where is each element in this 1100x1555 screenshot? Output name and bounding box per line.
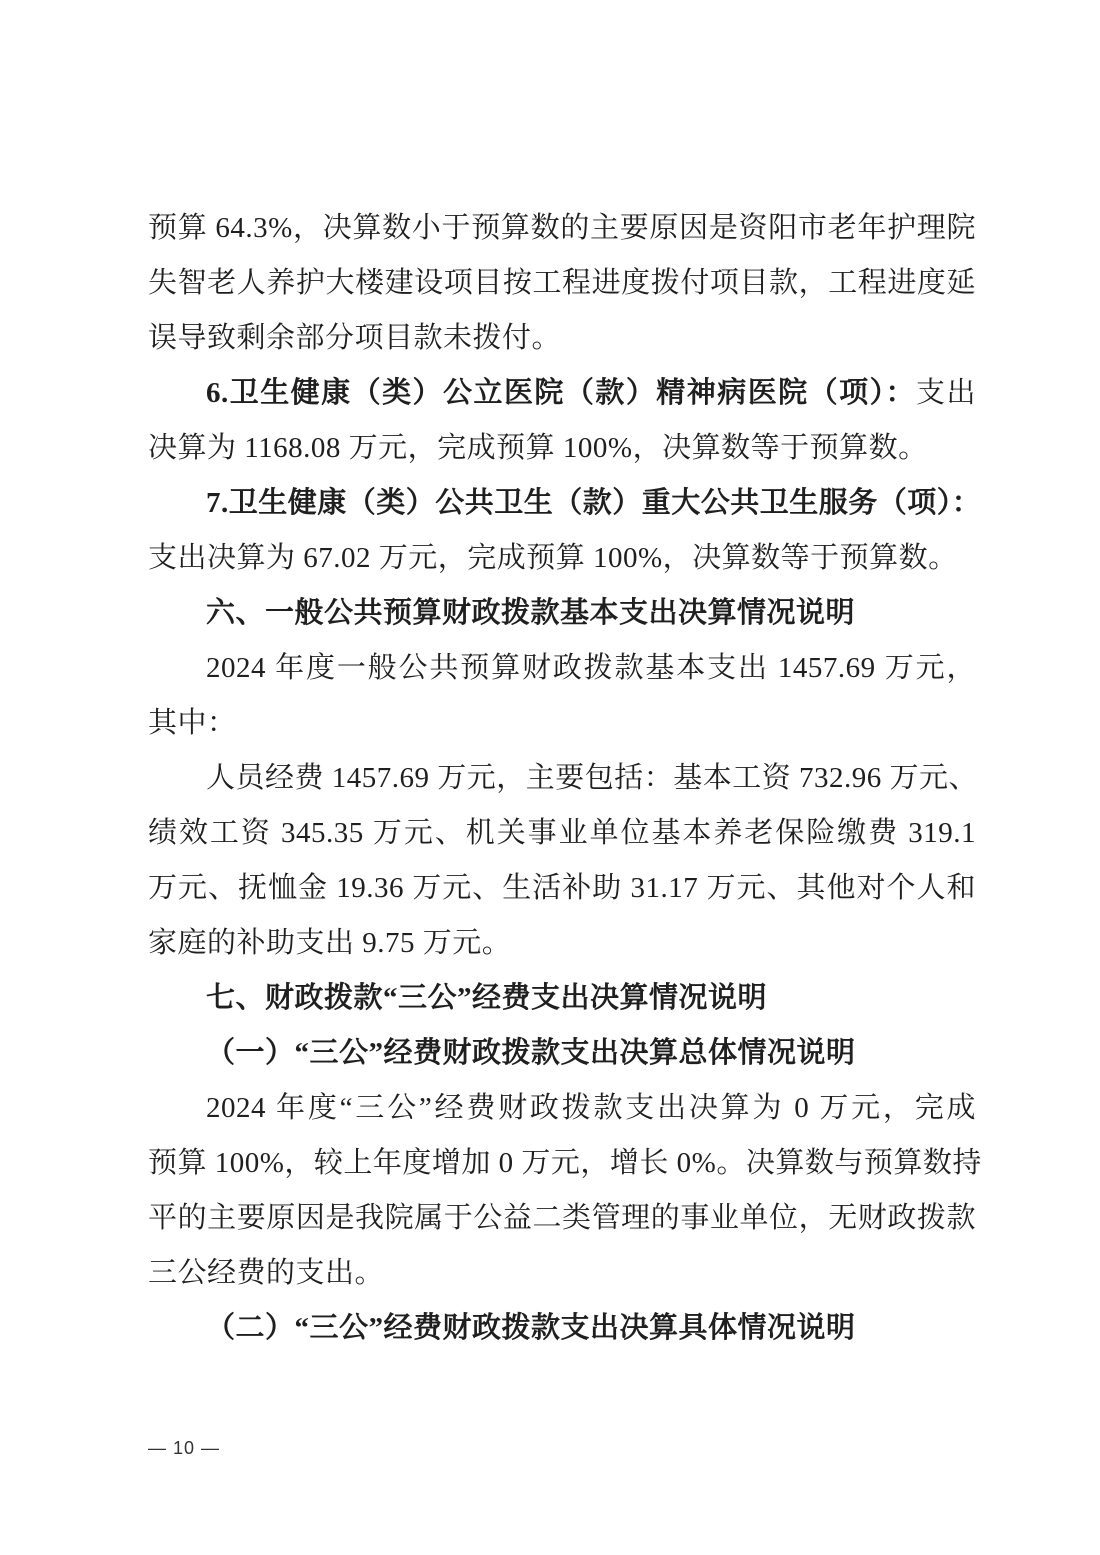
- text-run: 其中：: [148, 707, 237, 739]
- text-run: 决算为 1168.08 万元，完成预算 100%，决算数等于预算数。: [148, 432, 928, 464]
- text-line: [148, 1191, 976, 1246]
- text-line: [148, 806, 976, 861]
- text-line: [148, 861, 976, 916]
- text-line: [148, 476, 982, 531]
- heading-line: [148, 1301, 976, 1356]
- text-run: （二）“三公”经费财政拨款支出决算具体情况说明: [206, 1312, 856, 1344]
- page-number: — 10 —: [148, 1438, 221, 1458]
- text-run: 误导致剩余部分项目款未拨付。: [148, 322, 562, 354]
- text-run: 预算 100%，较上年度增加 0 万元，增长 0%。决算数与预算数持: [148, 1147, 982, 1179]
- text-line: [148, 916, 976, 971]
- text-line: [148, 751, 979, 806]
- text-run: 失智老人养护大楼建设项目按工程进度拨付项目款，工程进度延: [148, 267, 976, 299]
- text-line: [148, 366, 976, 421]
- text-line: [148, 311, 976, 366]
- text-run: 平的主要原因是我院属于公益二类管理的事业单位，无财政拨款: [148, 1202, 976, 1234]
- text-line: [148, 421, 976, 476]
- text-run: 支出: [916, 377, 976, 409]
- heading-line: [148, 1026, 976, 1081]
- text-run: 七、财政拨款“三公”经费支出决算情况说明: [206, 982, 768, 1014]
- text-run: 家庭的补助支出 9.75 万元。: [148, 927, 512, 959]
- heading-line: [148, 586, 976, 641]
- text-run: 六、一般公共预算财政拨款基本支出决算情况说明: [206, 597, 856, 629]
- text-run: 2024 年度一般公共预算财政拨款基本支出 1457.69 万元，: [206, 652, 976, 684]
- text-run: 人员经费 1457.69 万元，主要包括：基本工资 732.96 万元、: [206, 762, 979, 794]
- text-line: [148, 1246, 976, 1301]
- text-line: [148, 531, 976, 586]
- page-footer: [148, 1438, 220, 1459]
- document-body: [148, 201, 982, 1356]
- text-run: 6.卫生健康（类）公立医院（款）精神病医院（项）：: [206, 377, 917, 409]
- text-run: （一）“三公”经费财政拨款支出决算总体情况说明: [206, 1037, 856, 1069]
- text-line: [148, 1136, 982, 1191]
- text-run: 7.卫生健康（类）公共卫生（款）重大公共卫生服务（项）：: [206, 487, 982, 519]
- text-line: [148, 1081, 976, 1136]
- text-run: 绩效工资 345.35 万元、机关事业单位基本养老保险缴费 319.1: [148, 817, 976, 849]
- text-run: 支出决算为 67.02 万元，完成预算 100%，决算数等于预算数。: [148, 542, 958, 574]
- text-line: [148, 256, 976, 311]
- heading-line: [148, 971, 976, 1026]
- text-run: 万元、抚恤金 19.36 万元、生活补助 31.17 万元、其他对个人和: [148, 872, 976, 904]
- text-run: 三公经费的支出。: [148, 1257, 385, 1289]
- text-line: [148, 641, 976, 696]
- text-run: 2024 年度“三公”经费财政拨款支出决算为 0 万元，完成: [206, 1092, 976, 1124]
- text-line: [148, 201, 976, 256]
- text-run: 预算 64.3%，决算数小于预算数的主要原因是资阳市老年护理院: [148, 212, 976, 244]
- text-line: [148, 696, 976, 751]
